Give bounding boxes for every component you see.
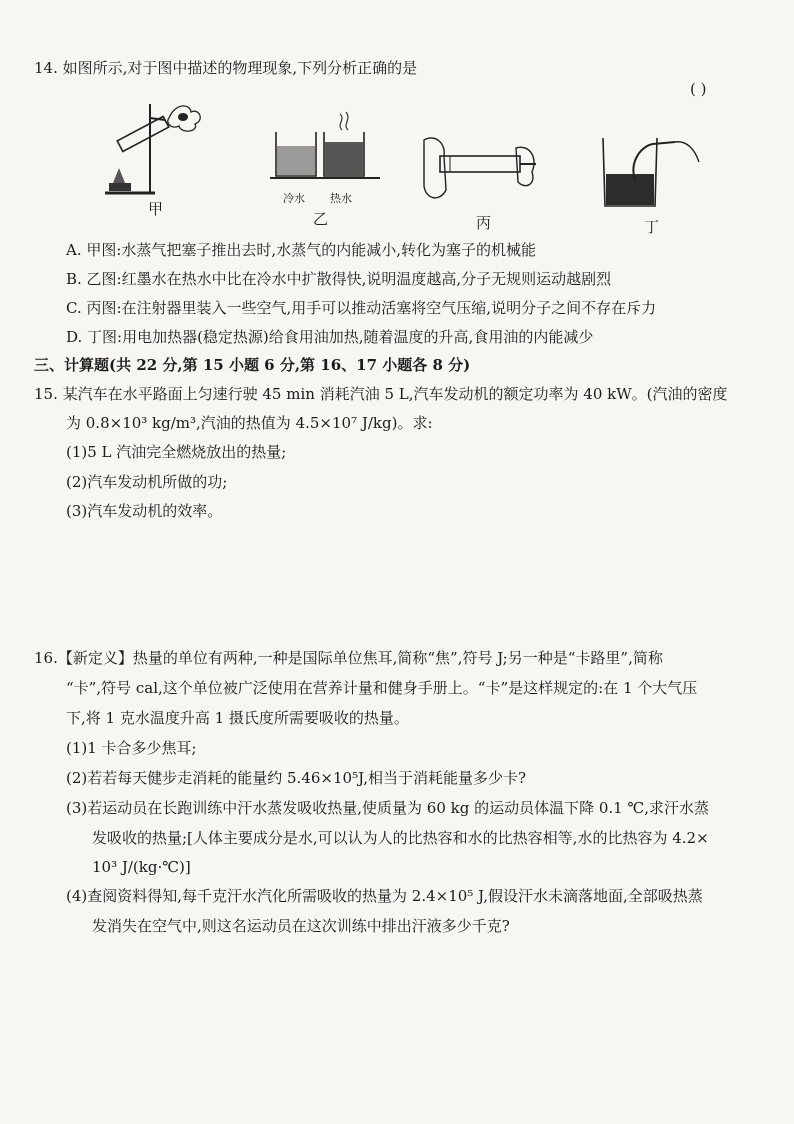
figure-label-jia: 甲 bbox=[148, 200, 164, 218]
q16-part-3-line1: (3)若运动员在长跑训练中汗水蒸发吸收热量,使质量为 60 kg 的运动员体温下降 0.1 ℃,求汗水蒸 bbox=[66, 799, 710, 817]
figure-label-ding: 丁 bbox=[644, 218, 660, 236]
q16-part-1: (1)1 卡合多少焦耳; bbox=[66, 739, 197, 757]
q16-part-3-line2: 发吸收的热量;[人体主要成分是水,可以认为人的比热容和水的比热容相等,水的比热容为 4.2× bbox=[92, 829, 709, 847]
figure-jia-test-tube bbox=[95, 98, 205, 198]
figure-ding-heater bbox=[595, 132, 710, 212]
q16-part-2: (2)若若每天健步走消耗的能量约 5.46×10⁵J,相当于消耗能量多少卡? bbox=[66, 769, 527, 787]
q14-option-c: C. 丙图:在注射器里装入一些空气,用手可以推动活塞将空气压缩,说明分子之间不存在斥力 bbox=[66, 299, 657, 317]
q15-part-3: (3)汽车发动机的效率。 bbox=[66, 502, 223, 520]
q15-stem-line1: 15. 某汽车在水平路面上匀速行驶 45 min 消耗汽油 5 L,汽车发动机的额定功率为 40 kW。(汽油的密度 bbox=[34, 385, 728, 403]
figure-bing-syringe bbox=[420, 130, 540, 210]
q15-part-2: (2)汽车发动机所做的功; bbox=[66, 473, 228, 491]
q14-answer-paren: ( ) bbox=[690, 80, 707, 98]
q16-stem-line3: 下,将 1 克水温度升高 1 摄氏度所需要吸收的热量。 bbox=[66, 709, 409, 727]
q16-part-4-line1: (4)查阅资料得知,每千克汗水汽化所需吸收的热量为 2.4×10⁵ J,假设汗水未滴落地面,全部吸热蒸 bbox=[66, 887, 703, 905]
beaker-label-hot: 热水 bbox=[330, 192, 352, 205]
bleed-through-text bbox=[300, 92, 304, 107]
section-3-heading: 三、计算题(共 22 分,第 15 小题 6 分,第 16、17 小题各 8 分) bbox=[34, 356, 471, 374]
q16-part-3-line3: 10³ J/(kg·℃)] bbox=[92, 858, 191, 876]
q14-option-d: D. 丁图:用电加热器(稳定热源)给食用油加热,随着温度的升高,食用油的内能减少 bbox=[66, 328, 594, 346]
q15-stem-line2: 为 0.8×10³ kg/m³,汽油的热值为 4.5×10⁷ J/kg)。求: bbox=[66, 414, 433, 432]
beaker-label-cold: 冷水 bbox=[283, 192, 305, 205]
figure-yi-beakers bbox=[270, 110, 380, 190]
figure-label-yi: 乙 bbox=[313, 210, 329, 228]
q14-option-a: A. 甲图:水蒸气把塞子推出去时,水蒸气的内能减小,转化为塞子的机械能 bbox=[66, 241, 536, 259]
q14-option-b: B. 乙图:红墨水在热水中比在冷水中扩散得快,说明温度越高,分子无规则运动越剧烈 bbox=[66, 270, 612, 288]
q14-stem: 14. 如图所示,对于图中描述的物理现象,下列分析正确的是 bbox=[34, 59, 418, 77]
figure-label-bing: 丙 bbox=[476, 214, 492, 232]
q16-stem-line2: “卡”,符号 cal,这个单位被广泛使用在营养计量和健身手册上。“卡”是这样规定的:在 1 个大气压 bbox=[66, 679, 698, 697]
q16-stem-line1: 16.【新定义】热量的单位有两种,一种是国际单位焦耳,简称“焦”,符号 J;另一种是“卡路里”,简称 bbox=[34, 649, 663, 667]
q16-part-4-line2: 发消失在空气中,则这名运动员在这次训练中排出汗液多少千克? bbox=[92, 917, 510, 935]
q15-part-1: (1)5 L 汽油完全燃烧放出的热量; bbox=[66, 443, 287, 461]
